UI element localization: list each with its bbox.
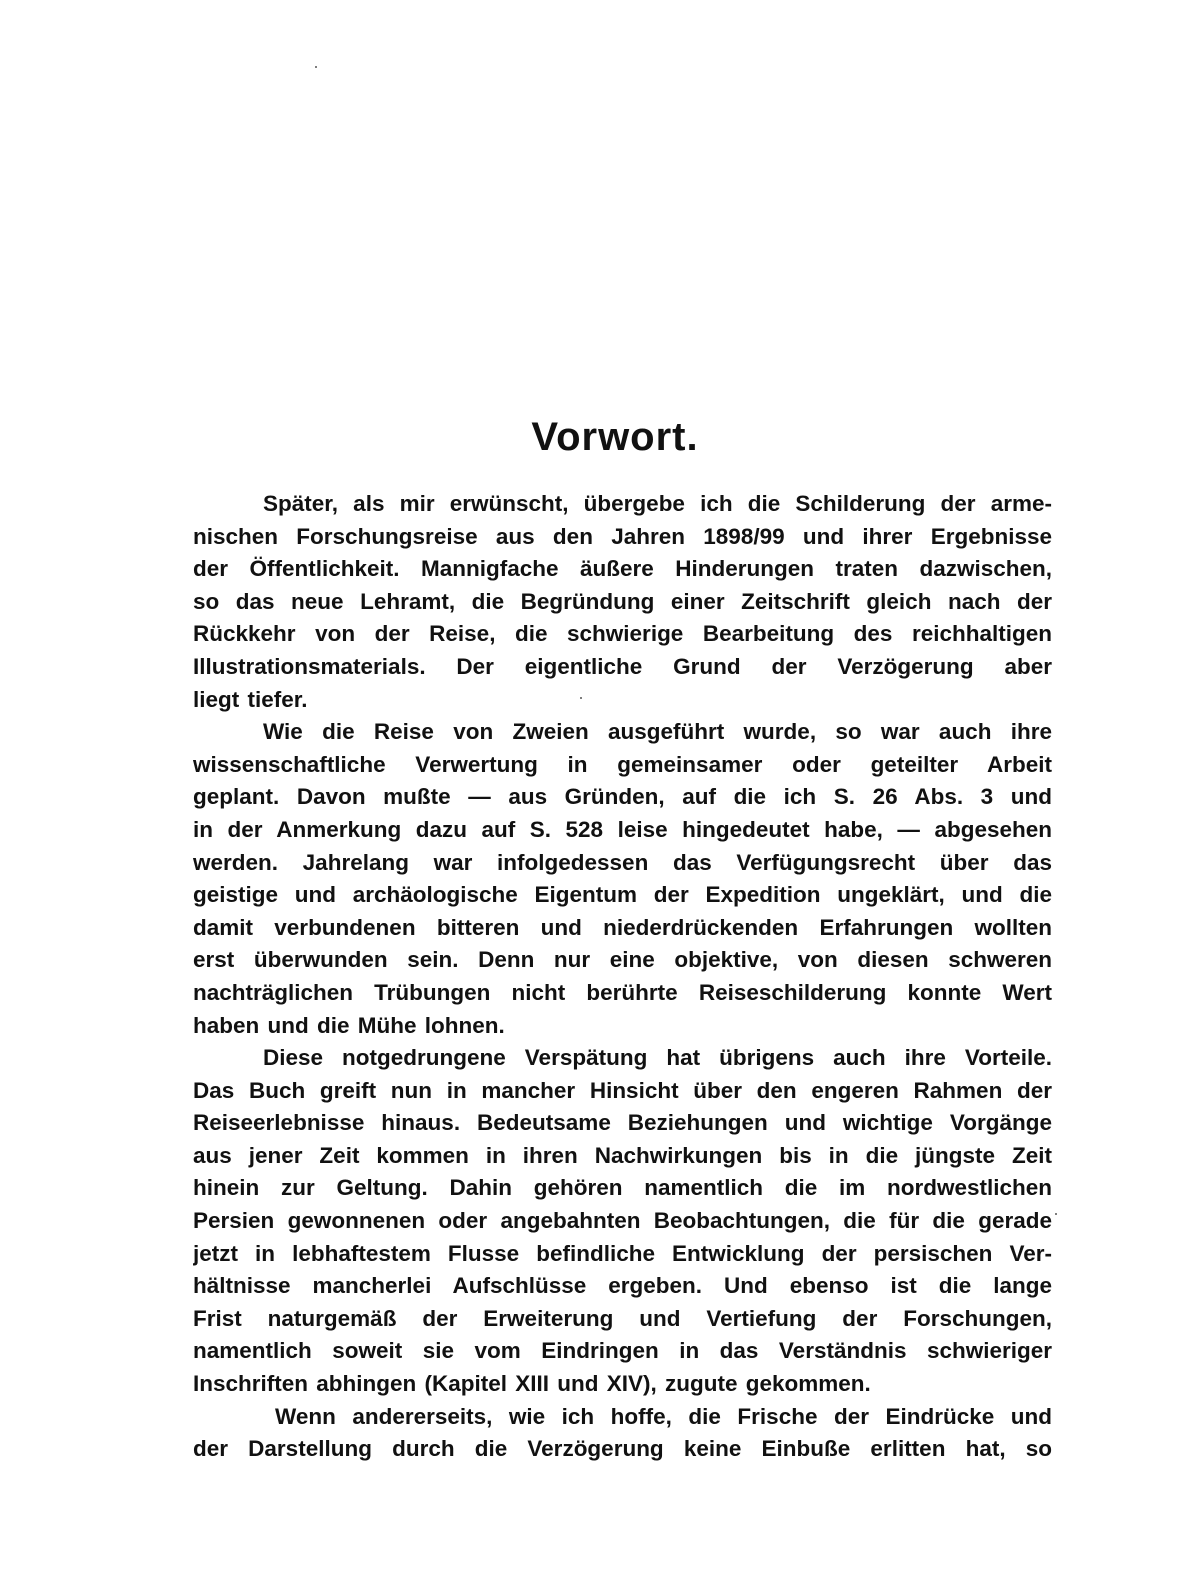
text-line: aus jener Zeit kommen in ihren Nachwirkungen bis in die jüngste Zeit <box>193 1142 1052 1168</box>
text-line: wissenschaftliche Verwertung in gemeinsamer oder geteilter Arbeit <box>193 751 1052 777</box>
text-line: geistige und archäologische Eigentum der Expedition ungeklärt, und die <box>193 882 1052 908</box>
body-text <box>193 488 1052 1466</box>
text-line: Das Buch greift nun in mancher Hinsicht über den engeren Rahmen der <box>193 1077 1052 1103</box>
text-line: der Darstellung durch die Verzögerung keine Einbuße erlitten hat, so <box>193 1436 1052 1462</box>
text-line: Rückkehr von der Reise, die schwierige Bearbeitung des reichhaltigen <box>193 621 1052 647</box>
text-line: der Öffentlichkeit. Mannigfache äußere Hinderungen traten dazwischen, <box>193 556 1052 582</box>
text-line: Reiseerlebnisse hinaus. Bedeutsame Beziehungen und wichtige Vorgänge <box>193 1110 1052 1136</box>
paragraph-4 <box>193 1401 1052 1466</box>
paragraph-1 <box>193 488 1052 716</box>
text-line: geplant. Davon mußte — aus Gründen, auf die ich S. 26 Abs. 3 und <box>193 784 1052 810</box>
text-line: damit verbundenen bitteren und niederdrückenden Erfahrungen wollten <box>193 914 1052 940</box>
text-line: erst überwunden sein. Denn nur eine objektive, von diesen schweren <box>193 947 1052 973</box>
text-line: Wenn andererseits, wie ich hoffe, die Frische der Eindrücke und <box>275 1403 1052 1429</box>
text-line: liegt tiefer. <box>193 686 308 712</box>
text-line: Frist naturgemäß der Erweiterung und Vertiefung der Forschungen, <box>193 1305 1052 1331</box>
text-line: hältnisse mancherlei Aufschlüsse ergeben. Und ebenso ist die lange <box>193 1273 1052 1299</box>
page-title: Vorwort. <box>531 415 699 459</box>
paragraph-3 <box>193 1042 1052 1401</box>
paragraph-2 <box>193 716 1052 1042</box>
text-line: werden. Jahrelang war infolgedessen das Verfügungsrecht über das <box>193 849 1052 875</box>
text-line: nischen Forschungsreise aus den Jahren 1898/99 und ihrer Ergebnisse <box>193 523 1052 549</box>
text-line: in der Anmerkung dazu auf S. 528 leise hingedeutet habe, — abgesehen <box>193 816 1052 842</box>
text-line: nachträglichen Trübungen nicht berührte Reiseschilderung konnte Wert <box>193 979 1052 1005</box>
text-line: Später, als mir erwünscht, übergebe ich die Schilderung der arme- <box>263 491 1052 516</box>
text-line: hinein zur Geltung. Dahin gehören namentlich die im nordwestlichen <box>193 1175 1052 1201</box>
text-line: so das neue Lehramt, die Begründung einer Zeitschrift gleich nach der <box>193 588 1052 614</box>
text-line: Inschriften abhingen (Kapitel XIII und XIV), zugute gekommen. <box>193 1371 871 1397</box>
text-line: jetzt in lebhaftestem Flusse befindliche Entwicklung der persischen Ver- <box>193 1240 1052 1266</box>
text-line: Illustrationsmaterials. Der eigentliche Grund der Verzögerung aber <box>193 653 1052 679</box>
text-line: haben und die Mühe lohnen. <box>193 1012 505 1038</box>
text-line: Persien gewonnenen oder angebahnten Beobachtungen, die für die gerade <box>193 1208 1052 1234</box>
text-line: namentlich soweit sie vom Eindringen in das Verständnis schwieriger <box>193 1338 1052 1364</box>
print-speck <box>315 66 317 68</box>
text-line: Wie die Reise von Zweien ausgeführt wurde, so war auch ihre <box>263 719 1052 745</box>
text-line: Diese notgedrungene Verspätung hat übrigens auch ihre Vorteile. <box>263 1045 1052 1071</box>
print-speck <box>1055 1213 1057 1215</box>
